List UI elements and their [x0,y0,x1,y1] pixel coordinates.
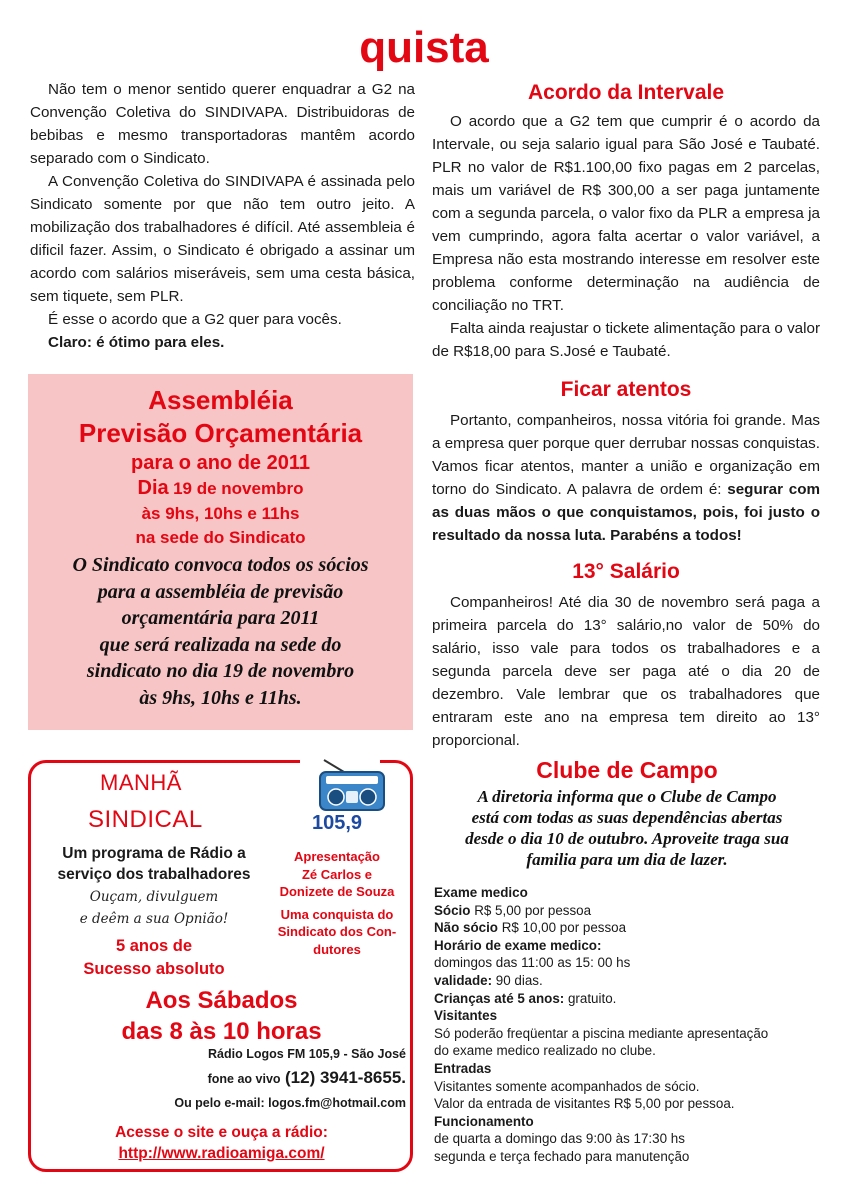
socio-value: R$ 5,00 por pessoa [474,902,592,918]
criancas-label: Crianças até 5 anos: [434,990,565,1006]
radio-hand-line: Ouçam, divulguem [89,889,219,905]
radio-frequency: 105,9 [312,812,363,834]
atentos-paragraph [432,409,820,547]
entradas-title: Entradas [434,1060,492,1076]
intro-paragraph: Não tem o menor sentido querer enquadrar a G2 na Convenção Coletiva do SINDIVAPA. Distribuidoras de bebibas e mesmo transportadoras mantêm acordo separado com o Sindicato. [30,81,415,167]
radio-program-line: Um programa de Rádio a [62,845,246,862]
left-intro [30,78,415,354]
intro-conclusion: Claro: é ótimo para eles. [48,334,225,351]
clube-title: Clube de Campo [536,757,718,783]
radio-years-line: 5 anos de [115,937,193,955]
clube-intro-line: familia para um dia de lazer. [526,850,728,869]
naosocio-label: Não sócio [434,920,498,936]
radio-conquest-line: Uma conquista do [280,906,394,922]
visitantes-title: Visitantes [434,1008,498,1024]
clube-intro-line: desde o dia 10 de outubro. Aproveite traga sua [465,829,789,848]
intervale-title: Acordo da Intervale [527,81,725,104]
entradas-line: Visitantes somente acompanhados de sócio. [434,1078,700,1094]
radio-email[interactable]: Ou pelo e-mail: logos.fm@hotmail.com [174,1096,406,1110]
atentos-text: Portanto, companheiros, nossa vitória foi grande. Mas a empresa quer porque quer derrubar nossas conquistas. Vamos ficar atentos, manter a união e organização em torno do Sindicato. A palavra de ordem é: [432,412,820,498]
assembly-time: às 9hs, 10hs e 11hs [141,504,300,523]
intervale-paragraph: O acordo que a G2 tem que cumprir é o acordo da Intervale, ou seja salario igual para São José e Taubaté. PLR no valor de R$1.100,00 fixo pagas em 2 parcelas, mais um variável de R$ 300,00 a ser paga juntamente com a segunda parcela, o valor fixo da PLR a empresa ja vem cumprindo, agora falta acertar o valor variável, a Empresa não esta mostrando interesse em resolver este problema conforme determinação na audiência de conciliação no TRT. [432,113,820,314]
radio-manha: MANHÃ [100,770,182,795]
criancas [434,990,826,1008]
assembly-date [28,476,413,502]
assembly-notice [28,374,413,730]
clube-details [434,884,826,1166]
salario-title: 13° Salário [572,560,680,583]
intro-paragraph: É esse o acordo que a G2 quer para vocês. [48,311,342,328]
radio-hand-line: e deêm a sua Opnião! [79,911,229,927]
radio-schedule-day: Aos Sábados [145,987,298,1014]
assembly-body-line: orçamentária para 2011 [121,607,320,629]
radio-years [34,935,274,981]
radio-program-line: serviço dos trabalhadores [57,866,251,883]
horario-title: Horário de exame medico: [434,937,602,953]
page-title: quista [359,23,489,72]
clube-intro [432,786,822,870]
radio-site-link[interactable]: http://www.radioamiga.com/ [118,1145,325,1162]
radio-icon [314,758,390,814]
radio-program-desc [34,843,274,885]
naosocio-price [434,919,826,937]
radio-handwritten [34,886,274,930]
assembly-subheading: Previsão Orçamentária [78,418,363,448]
entradas-line: Valor da entrada de visitantes R$ 5,00 por pessoa. [434,1096,735,1112]
func-line: segunda e terça fechado para manutenção [434,1148,690,1164]
intro-paragraph: A Convenção Coletiva do SINDIVAPA é assinada pelo Sindicato somente por que não tem outro jeito. A mobilização dos trabalhadores é difícil. Até assembleia é dificil fazer. Assim, o Sindicato é obrigado a assinar um acordo com salários miseráveis, sem uma cesta básica, sem tiquete, sem PLR. [30,173,415,305]
assembly-date-value: 19 de novembro [173,479,304,498]
func-title: Funcionamento [434,1113,534,1129]
visitantes-line: Só poderão freqüentar a piscina mediante apresentação [434,1025,769,1041]
clube-section [432,754,822,870]
assembly-body-line: para a assembléia de previsão [97,580,344,603]
assembly-heading: Assembléia [148,385,293,415]
assembly-year: para o ano de 2011 [131,452,310,474]
assembly-body-line: que será realizada na sede do [99,633,342,656]
radio-schedule [34,985,409,1047]
radio-site-label: Acesse o site e ouça a rádio: [115,1124,328,1141]
validade [434,972,826,990]
assembly-place: na sede do Sindicato [135,528,306,547]
socio-price [434,902,826,920]
radio-sindical: SINDICAL [88,806,203,833]
radio-phone-number: (12) 3941-8655. [285,1068,406,1087]
clube-intro-line: está com todas as suas dependências abertas [471,808,783,827]
assembly-date-label: Dia [137,477,169,499]
radio-presenters [262,848,412,958]
radio-phone-label: fone ao vivo [207,1072,281,1086]
radio-station: Rádio Logos FM 105,9 - São José [208,1047,406,1061]
criancas-value: gratuito. [567,990,617,1006]
radio-presenters-line: Donizete de Souza [279,884,395,899]
radio-site [34,1122,409,1164]
naosocio-value: R$ 10,00 por pessoa [501,920,627,936]
radio-schedule-hours: das 8 às 10 horas [121,1018,322,1045]
validade-value: 90 dias. [495,972,543,988]
atentos-title: Ficar atentos [560,378,692,401]
right-column [432,78,820,752]
assembly-body-line: sindicato no dia 19 de novembro [86,660,355,682]
validade-label: validade: [434,972,493,988]
horario-value: domingos das 11:00 as 15: 00 hs [434,955,631,971]
visitantes-line: do exame medico realizado no clube. [434,1043,656,1059]
radio-years-line: Sucesso absoluto [83,960,225,978]
clube-intro-line: A diretoria informa que o Clube de Campo [477,787,777,806]
func-line: de quarta a domingo das 9:00 às 17:30 hs [434,1131,685,1147]
socio-label: Sócio [434,902,471,918]
radio-conquest-line: Sindicato dos Con- [277,924,397,939]
radio-conquest-line: dutores [313,941,361,957]
assembly-body-line: às 9hs, 10hs e 11hs. [139,686,302,709]
radio-presenters-line: Apresentação [294,849,380,864]
radio-phone [40,1068,406,1088]
salario-paragraph: Companheiros! Até dia 30 de novembro será paga a primeira parcela do 13° salário,no valor de 50% do salário, isso vale para todos os trabalhadores e a segunda parcela deve ser paga até o dia 20 de dezembro. Vale lembrar que os trabalhadores que entraram este ano na empresa tem direito ao 13° proporcional. [432,594,820,749]
assembly-body-line: O Sindicato convoca todos os sócios [72,554,369,576]
atentos-emphasis: segurar com as duas mãos o que conquistamos, pois, foi justo o resultado da nossa luta. Parabéns a todos! [432,481,820,544]
assembly-body [28,552,413,711]
intervale-paragraph: Falta ainda reajustar o tickete alimentação para o valor de R$18,00 para S.José e Taubaté. [432,320,820,360]
radio-presenters-line: Zé Carlos e [301,866,373,882]
exame-title: Exame medico [434,885,528,900]
